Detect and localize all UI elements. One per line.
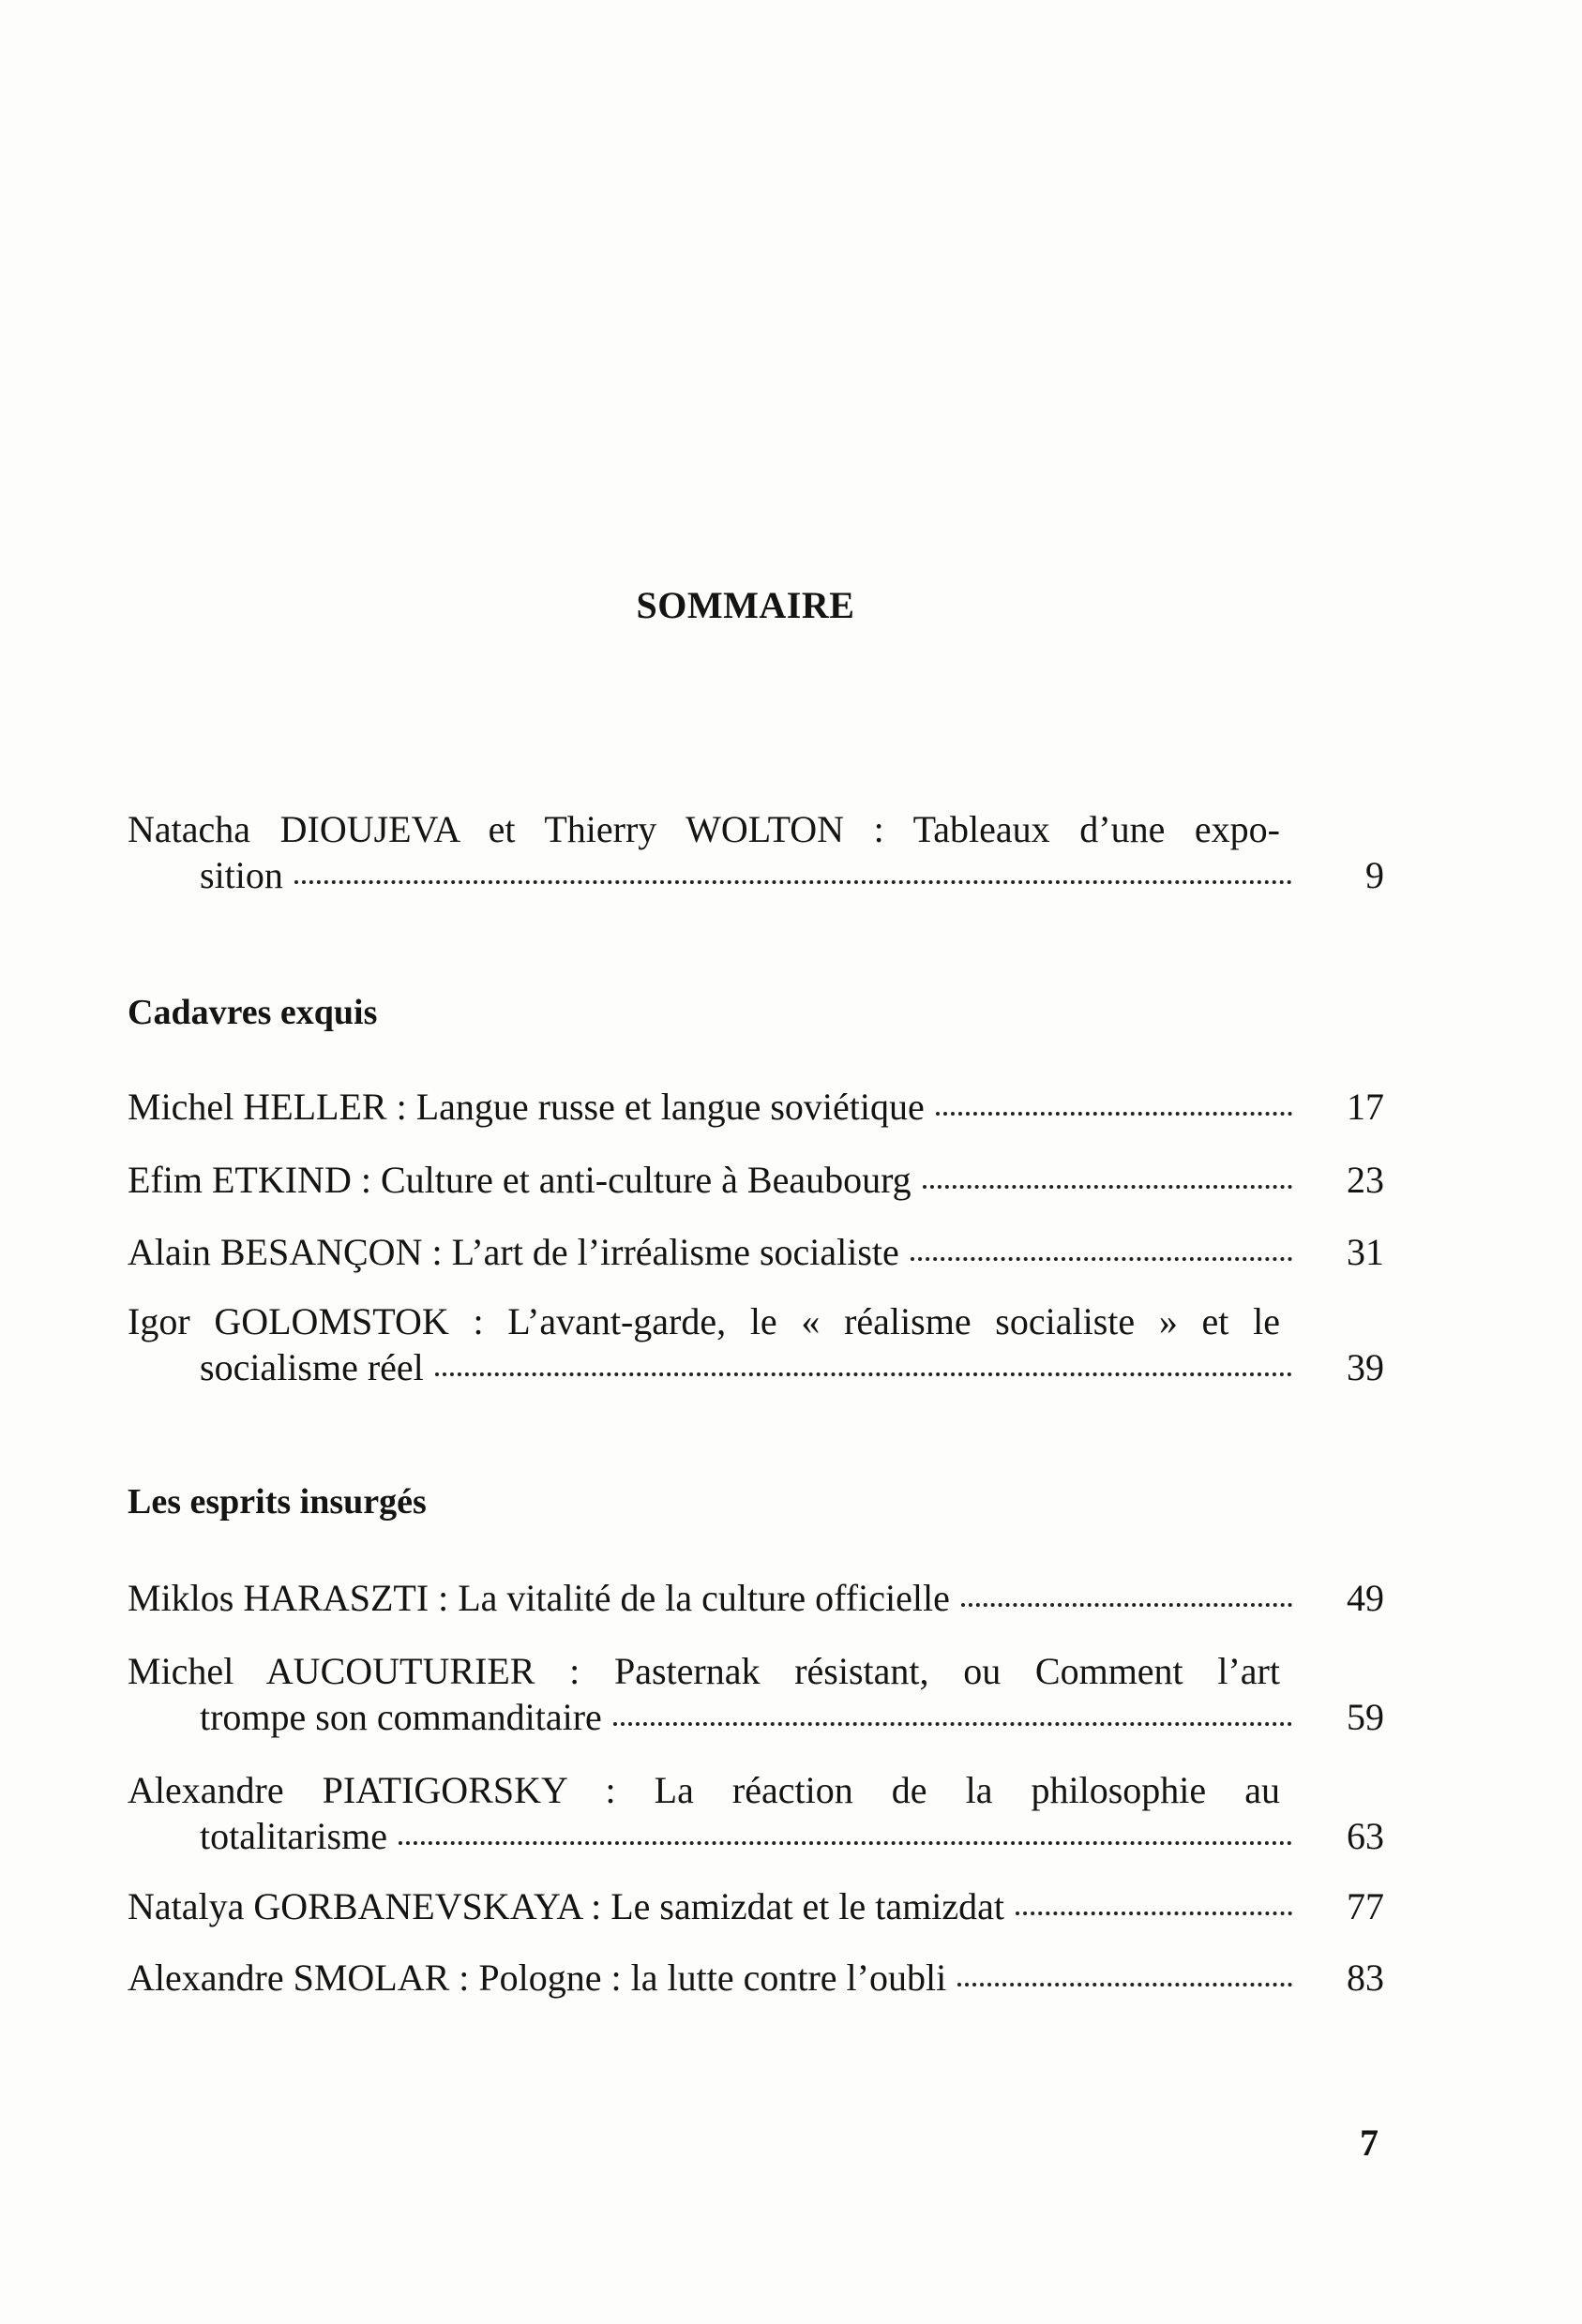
toc-entry[interactable] bbox=[128, 1883, 1384, 1929]
entry-title-line2: totalitarisme bbox=[200, 1815, 387, 1857]
entry-title-line1: Natacha DIOUJEVA et Thierry WOLTON : Tableaux d’une expo- bbox=[128, 808, 1280, 850]
entry-page-number: 17 bbox=[1347, 1086, 1384, 1128]
folio-page-number: 7 bbox=[1360, 2122, 1379, 2164]
entry-page-number: 23 bbox=[1347, 1159, 1384, 1201]
entry-page-number: 59 bbox=[1347, 1696, 1384, 1738]
entry-title-line1: Michel AUCOUTURIER : Pasternak résistant, ou Comment l’art bbox=[128, 1650, 1280, 1692]
entry-title: Efim ETKIND : Culture et anti-culture à Beaubourg bbox=[128, 1159, 912, 1201]
entry-title-line2: sition bbox=[200, 854, 283, 896]
dot-leader bbox=[936, 1112, 1292, 1116]
section-heading-les-esprits-insurges: Les esprits insurgés bbox=[128, 1482, 427, 1522]
dot-leader bbox=[294, 880, 1292, 884]
entry-page-number: 49 bbox=[1347, 1577, 1384, 1619]
toc-entry[interactable] bbox=[128, 1229, 1384, 1275]
dot-leader bbox=[957, 1983, 1292, 1987]
toc-entry-intro[interactable] bbox=[128, 806, 1384, 898]
entry-title: Michel HELLER : Langue russe et langue soviétique bbox=[128, 1086, 925, 1128]
entry-title-line1: Igor GOLOMSTOK : L’avant-garde, le « réalisme socialiste » et le bbox=[128, 1300, 1280, 1342]
dot-leader bbox=[613, 1722, 1292, 1726]
entry-page-number: 63 bbox=[1347, 1815, 1384, 1857]
entry-page-number: 31 bbox=[1347, 1231, 1384, 1273]
toc-entry[interactable] bbox=[128, 1084, 1384, 1130]
dot-leader bbox=[1016, 1912, 1292, 1915]
page-title: SOMMAIRE bbox=[636, 584, 855, 626]
toc-entry[interactable] bbox=[128, 1157, 1384, 1203]
entry-title: Miklos HARASZTI : La vitalité de la culture officielle bbox=[128, 1577, 950, 1619]
entry-title: Natalya GORBANEVSKAYA : Le samizdat et le tamizdat bbox=[128, 1885, 1004, 1927]
entry-page-number: 9 bbox=[1365, 854, 1384, 896]
toc-entry[interactable] bbox=[128, 1648, 1384, 1740]
section-heading-cadavres-exquis: Cadavres exquis bbox=[128, 993, 378, 1032]
dot-leader bbox=[399, 1841, 1292, 1845]
dot-leader bbox=[435, 1372, 1292, 1376]
entry-page-number: 83 bbox=[1347, 1957, 1384, 1999]
entry-title: Alexandre SMOLAR : Pologne : la lutte contre l’oubli bbox=[128, 1957, 947, 1999]
dot-leader bbox=[923, 1185, 1292, 1189]
toc-entry[interactable] bbox=[128, 1955, 1384, 2001]
toc-entry[interactable] bbox=[128, 1575, 1384, 1621]
entry-title-line2: trompe son commanditaire bbox=[200, 1696, 602, 1738]
entry-page-number: 39 bbox=[1347, 1346, 1384, 1388]
entry-title-line1: Alexandre PIATIGORSKY : La réaction de la philosophie au bbox=[128, 1769, 1280, 1811]
dot-leader bbox=[961, 1603, 1292, 1607]
toc-entry[interactable] bbox=[128, 1298, 1384, 1390]
entry-title-line2: socialisme réel bbox=[200, 1346, 424, 1388]
toc-entry[interactable] bbox=[128, 1767, 1384, 1859]
entry-title: Alain BESANÇON : L’art de l’irréalisme socialiste bbox=[128, 1231, 899, 1273]
entry-page-number: 77 bbox=[1347, 1885, 1384, 1927]
dot-leader bbox=[911, 1257, 1292, 1261]
